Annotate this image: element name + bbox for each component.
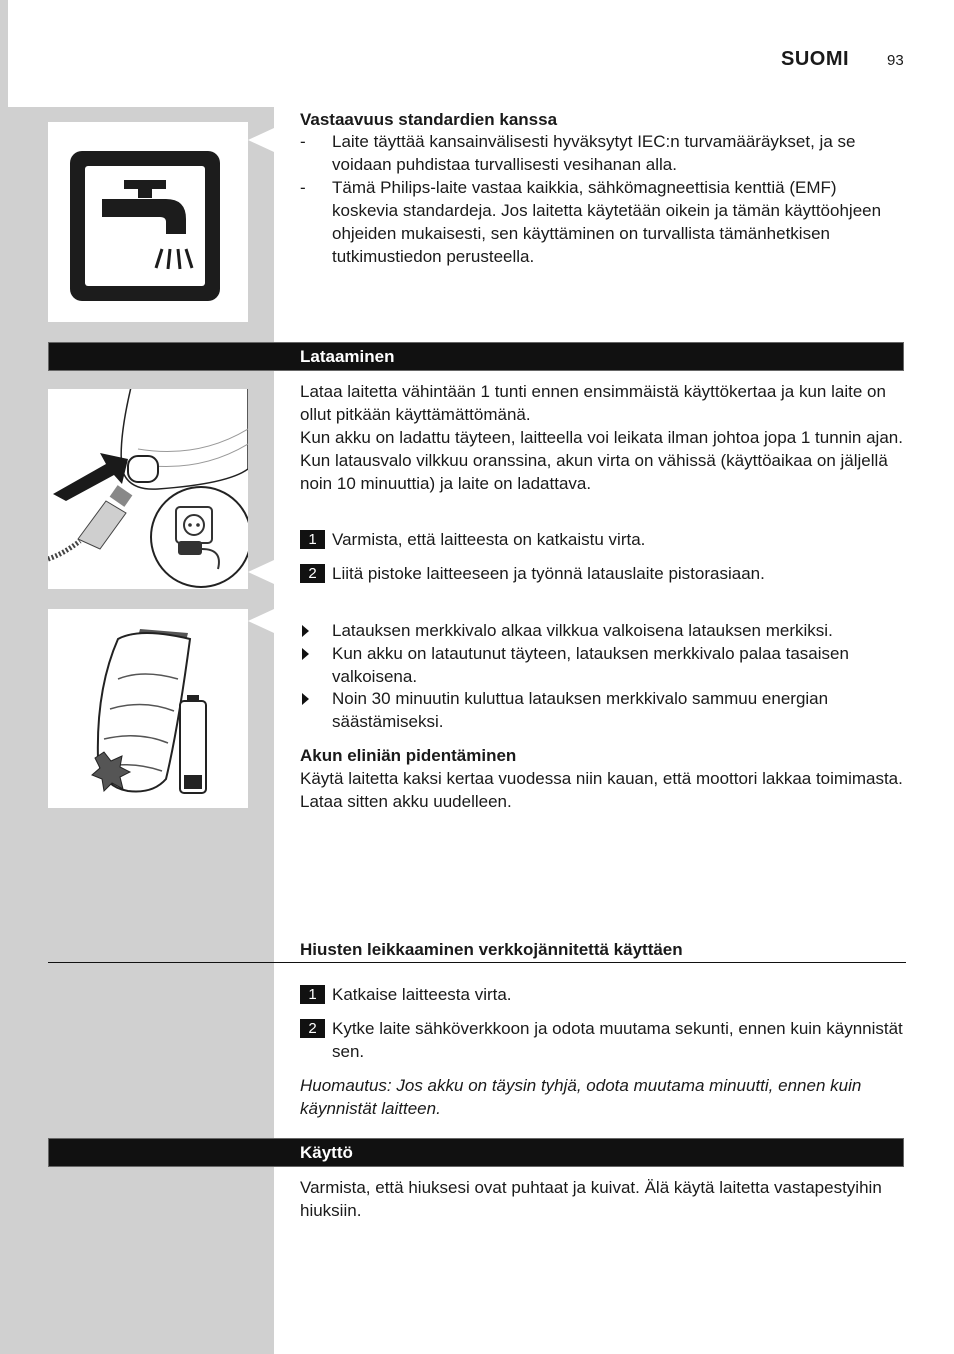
intro-paragraph: Kun latausvalo vilkkuu oranssina, akun virta on vähissä (käyttöaikaa on jäljellä noin 10 minuuttia) ja laite on ladattava. — [300, 451, 888, 493]
compliance-item-text: Tämä Philips-laite vastaa kaikkia, sähkömagneettisia kenttiä (EMF) koskevia standardeja. Jos laitetta käytetään oikein ja tämän käyttöohjeen ohjeiden mukaisesti, sen käyttäminen on turvallista tämänhetkisen tutkimustiedon perusteella. — [332, 178, 882, 266]
mains-note: Huomautus: Jos akku on täysin tyhjä, odota muutama minuutti, ennen kuin käynnistät laitteen. — [300, 1076, 862, 1118]
section-bar-charging — [48, 342, 904, 371]
step-number: 2 — [300, 564, 325, 583]
figure-clipper-battery — [48, 609, 248, 808]
water-tap-icon — [48, 122, 248, 322]
bullet-marker — [302, 693, 309, 705]
charging-plug-icon — [48, 389, 248, 589]
section-title: Lataaminen — [300, 347, 395, 366]
step-number: 1 — [300, 985, 325, 1004]
dash-marker: - — [300, 132, 306, 151]
dash-marker: - — [300, 178, 306, 197]
mains-heading: Hiusten leikkaaminen verkkojännitettä käyttäen — [300, 940, 683, 959]
intro-paragraph: Kun akku on ladattu täyteen, laitteella voi leikata ilman johtoa jopa 1 tunnin ajan. — [300, 428, 903, 447]
page-number: 93 — [887, 52, 904, 69]
charging-intro — [300, 380, 906, 495]
figure-pointer — [248, 560, 274, 584]
battery-text: Käytä laitetta kaksi kertaa vuodessa niin kauan, että moottori lakkaa toimimasta. Lataa sitten akku uudelleen. — [300, 769, 903, 811]
figure-pointer — [248, 128, 274, 152]
figure-pointer — [248, 609, 274, 633]
bullet-text: Noin 30 minuutin kuluttua latauksen merkkivalo sammuu energian säästämiseksi. — [332, 689, 829, 731]
figure-charging — [48, 389, 248, 589]
usage-text: Varmista, että hiuksesi ovat puhtaat ja kuivat. Älä käytä laitetta vastapestyihin hiuksiin. — [300, 1178, 882, 1220]
bullet-text: Latauksen merkkivalo alkaa vilkkua valkoisena latauksen merkiksi. — [332, 621, 833, 640]
figure-water-tap — [48, 122, 248, 322]
battery-heading: Akun eliniän pidentäminen — [300, 746, 517, 765]
intro-paragraph: Lataa laitetta vähintään 1 tunti ennen ensimmäistä käyttökertaa ja kun laite on ollut pitkään käyttämättömänä. — [300, 382, 886, 424]
section-bar-usage — [48, 1138, 904, 1167]
bullet-marker — [302, 648, 309, 660]
bullet-text: Kun akku on latautunut täyteen, latauksen merkkivalo palaa tasaisen valkoisena. — [332, 644, 849, 686]
step-number: 2 — [300, 1019, 325, 1038]
clipper-battery-icon — [48, 609, 248, 808]
compliance-heading: Vastaavuus standardien kanssa — [300, 110, 558, 129]
step-text: Kytke laite sähköverkkoon ja odota muutama sekunti, ennen kuin käynnistät sen. — [332, 1019, 903, 1061]
compliance-item-text: Laite täyttää kansainvälisesti hyväksytyt IEC:n turvamääräykset, ja se voidaan puhdistaa turvallisesti vesihanan alla. — [332, 132, 856, 174]
step-text: Varmista, että laitteesta on katkaistu virta. — [332, 530, 646, 549]
step-text: Liitä pistoke laitteeseen ja työnnä latauslaite pistorasiaan. — [332, 564, 765, 583]
section-title: Käyttö — [300, 1143, 353, 1162]
step-text: Katkaise laitteesta virta. — [332, 985, 512, 1004]
margin-strip — [0, 0, 8, 107]
bullet-marker — [302, 625, 309, 637]
language-header: SUOMI — [781, 48, 850, 70]
step-number: 1 — [300, 530, 325, 549]
section-rule — [48, 962, 906, 963]
